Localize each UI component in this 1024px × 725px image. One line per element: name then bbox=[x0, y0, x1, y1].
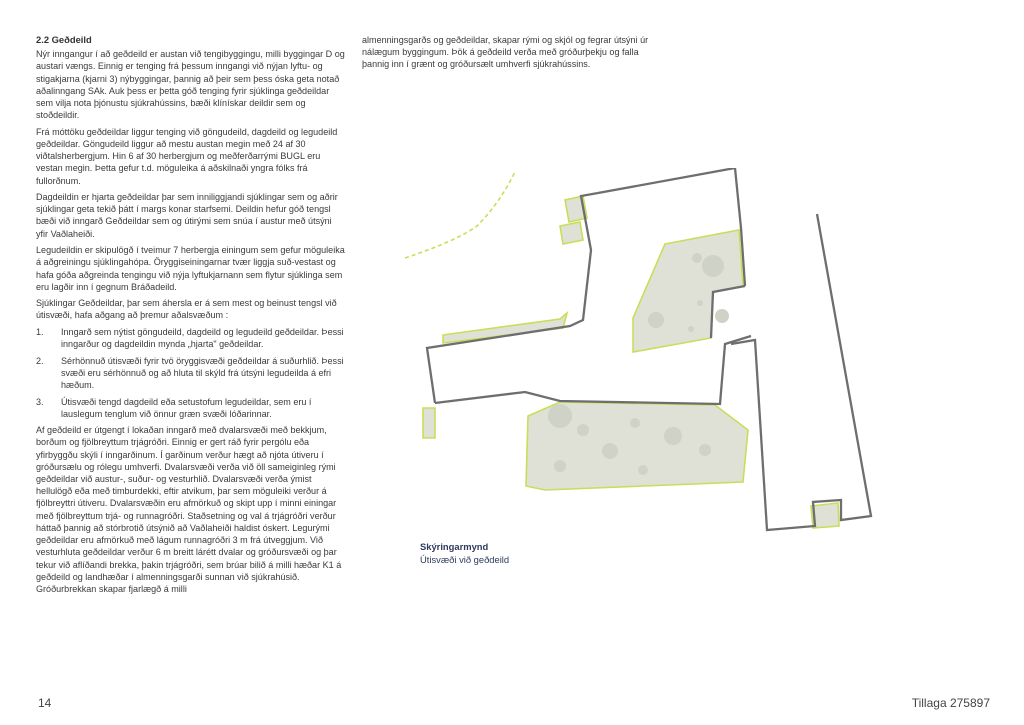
tree bbox=[688, 326, 694, 332]
numbered-list bbox=[36, 326, 346, 420]
text-column-left bbox=[36, 34, 346, 599]
paragraph: Nýr inngangur í að geðdeild er austan við tengibyggingu, milli byggingar D og austari vængs. Einnig er tenging frá þessum inngangi við nýjan lyftu- og stigakjarna (kjarni 3) nýbyggingar, þannig að þeir sem þess óska geta notað aðalinngang SAk. Auk þess er þetta góð tenging fyrir sjúklinga geðdeildar sem vilja nota þjónustu sjúkrahússins, bæði klínískar deildir sem og stoðdeildir. bbox=[36, 49, 345, 121]
dashed-path bbox=[405, 172, 515, 258]
paragraph: Legudeildin er skipulögð í tveimur 7 herbergja einingum sem gefur möguleika á aðgreiningu sjúklingahópa. Öryggiseiningarnar tvær liggja suð-vestast og hafa góða aðgreinda tengingu við nýja lyftukjarnann sem flytur sjúklinga sem eru lagðir inn í gegnum Bráðadeild. bbox=[36, 245, 345, 292]
garden-strip-west bbox=[443, 313, 567, 343]
list-number: 3. bbox=[36, 396, 44, 407]
list-item bbox=[36, 396, 346, 420]
tree bbox=[702, 255, 724, 277]
tree bbox=[664, 427, 682, 445]
tree bbox=[577, 424, 589, 436]
tree bbox=[630, 418, 640, 428]
building-east-wing bbox=[731, 214, 871, 530]
page-number: 14 bbox=[38, 696, 52, 710]
building-notch bbox=[711, 286, 745, 338]
proposal-id: Tillaga 275897 bbox=[911, 696, 990, 710]
list-item bbox=[36, 355, 346, 392]
paragraph: Dagdeildin er hjarta geðdeildar þar sem inniliggjandi sjúklingar sem og aðrir sjúklingar geta tekið þátt í margs konar starfsemi. Deildin hefur góð tengsl bæði við inngarð Geðdeildar sem og útirými sem snúa í austur með útsýni yfir Vaðlaheiði. bbox=[36, 192, 338, 239]
section-heading: 2.2 Geðdeild bbox=[36, 34, 92, 45]
continued-paragraph: almenningsgarðs og geðdeildar, skapar rými og skjól og fegrar útsýni úr nálægum byggingum. Þök á geðdeild verða með gróðurþekju og falla þannig inn í grænt og gróðursælt umhverfi sjúkrahússins. bbox=[362, 35, 649, 70]
building-south-wall bbox=[435, 336, 751, 404]
figure-caption bbox=[420, 540, 509, 566]
tree bbox=[699, 444, 711, 456]
site-diagram bbox=[395, 168, 895, 538]
list-number: 1. bbox=[36, 326, 44, 337]
list-number: 2. bbox=[36, 355, 44, 366]
list-item bbox=[36, 326, 346, 350]
list-text: Sérhönnuð útisvæði fyrir tvö öryggisvæði geðdeildar á suðurhlið. Þessi svæði eru sérhönnuð og að hluta til skýld frá útsýni legudeilda á efri hæðum. bbox=[61, 355, 344, 391]
tree bbox=[638, 465, 648, 475]
garden-west-edge bbox=[423, 408, 435, 438]
caption-title: Skýringarmynd bbox=[420, 541, 489, 552]
paragraph: Af geðdeild er útgengt í lokaðan inngarð með dvalarsvæði með bekkjum, borðum og fjölbreyttum trjágróðri. Einnig er gert ráð fyrir pergólu eða yfirbyggðu skýli í inngarðinum. Í garðinum verður hægt að njóta útiveru í gróðursælu og rólegu umhverfi. Dvalarsvæði verða við öll sameiginleg rými geðdeildar við austur-, suður- og vesturhlið. Dvalarsvæði verða ýmist hellulögð eða með timburdekki, eftir atvikum, þar sem möguleiki verður á fjölbreyttri útiveru. Dvalarsvæðin eru afmörkuð og skipt upp í minni einingar með fjölbreyttum trjá- og runnagróðri. Staðsetning og val á trjágróðri verður háttað þannig að stórbrotið útsýnið að Vaðlaheiði haldist óskert. Legurými geðdeildar eru afmörkuð með lágum runnagróðri 3 m frá útveggjum. Við vesturhluta geðdeildar verður 6 m breitt lárétt dvalar og gróðursvæði og þar tekur við aflíðandi brekka, þakin trjágróðri, sem brúar bilið á milli hæðar K1 á geðdeild og landhæðar í almenningsgarði sunnan við sjúkrahúsið. Gróðurbrekkan skapar fjarlægð á milli bbox=[36, 425, 342, 594]
caption-subtitle: Útisvæði við geðdeild bbox=[420, 554, 510, 565]
tree bbox=[648, 312, 664, 328]
inner-courtyard bbox=[633, 230, 743, 352]
tree bbox=[697, 300, 703, 306]
tree bbox=[548, 404, 572, 428]
tree bbox=[715, 309, 729, 323]
paragraph: Sjúklingar Geðdeildar, þar sem áhersla er á sem mest og beinust tengsl við útisvæði, hafa aðgang að þremur aðalsvæðum : bbox=[36, 298, 337, 321]
tree bbox=[554, 460, 566, 472]
text-column-right bbox=[362, 34, 662, 71]
tree bbox=[692, 253, 702, 263]
tree bbox=[602, 443, 618, 459]
paragraph: Frá móttöku geðdeildar liggur tenging við göngudeild, dagdeild og legudeild geðdeildar. Göngudeild liggur að mestu austan megin með 24 af 30 viðtalsherbergjum. Hin 6 af 30 herbergjum og meðferðarrými BUGL eru vestan megin. Þetta gefur t.d. möguleika á aðskilnaði yngra fólks frá fullorðnum. bbox=[36, 126, 338, 186]
list-text: Útisvæði tengd dagdeild eða setustofum legudeildar, sem eru í lauslegum tenglum við önnur græn svæði lóðarinnar. bbox=[61, 396, 312, 419]
garden-small-2 bbox=[560, 222, 583, 244]
list-text: Inngarð sem nýtist göngudeild, dagdeild og legudeild geðdeildar. Þessi inngarður og dagdeildin mynda „hjarta" geðdeildar. bbox=[61, 326, 344, 350]
